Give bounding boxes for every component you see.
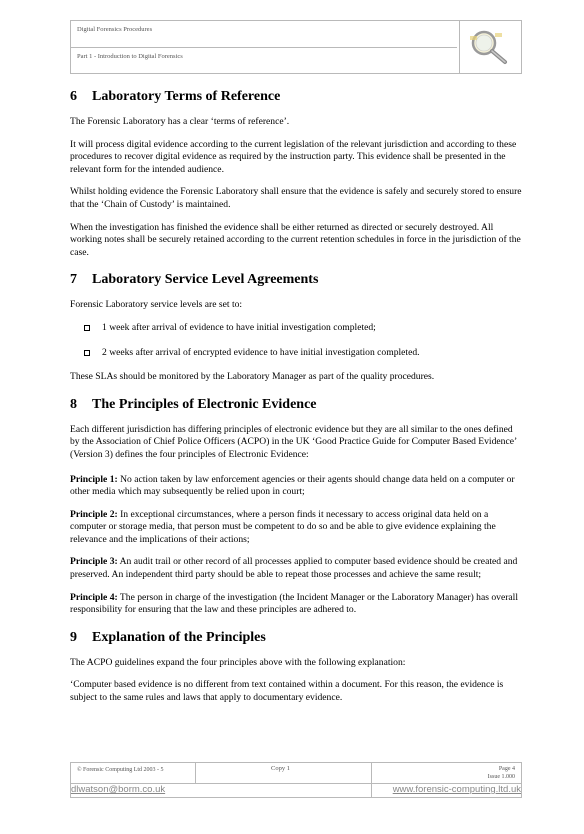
section-heading-6	[70, 88, 522, 106]
checkbox-bullet-icon	[84, 350, 90, 356]
issue-number: Issue 1.000	[487, 774, 515, 780]
principle-label: Principle 2:	[70, 508, 118, 520]
section-title: Laboratory Terms of Reference	[92, 89, 281, 104]
paragraph: It will process digital evidence according to the current legislation of the relevant jurisdiction and according to these procedures to recover digital evidence as required by the instruction party. This evidence shall be presented in the relevant form for the intended audience.	[70, 138, 517, 175]
principle-paragraph	[70, 556, 522, 581]
footer-divider	[371, 763, 372, 783]
copyright-text: © Forensic Computing Ltd 2003 - 5	[77, 767, 164, 773]
paragraph: Forensic Laboratory service levels are set to:	[70, 299, 243, 311]
magnifier-logo-icon	[467, 27, 513, 67]
document-title: Digital Forensics Procedures	[77, 26, 153, 33]
principle-label: Principle 3:	[70, 556, 118, 568]
section-heading-7	[70, 271, 522, 289]
footer-divider	[195, 763, 196, 783]
paragraph: When the investigation has finished the evidence shall be either returned as directed or securely destroyed. All working notes shall be securely retained according to the current retention schedules in force in the jurisdiction of the case.	[70, 221, 521, 258]
email-link[interactable]: dlwatson@borm.co.uk	[71, 784, 166, 795]
page-footer	[70, 762, 522, 784]
list-item	[70, 322, 522, 335]
footer-divider	[371, 784, 372, 797]
page-header	[70, 20, 522, 74]
header-divider	[71, 47, 457, 48]
principle-paragraph	[70, 474, 522, 499]
section-heading-8	[70, 396, 522, 414]
copy-number: Copy 1	[271, 765, 290, 772]
paragraph: The ACPO guidelines expand the four principles above with the following explanation:	[70, 656, 406, 668]
principle-label: Principle 4:	[70, 591, 118, 603]
document-body	[70, 86, 522, 705]
footer-links	[70, 784, 522, 798]
section-number: 8	[70, 396, 77, 412]
principle-text: An audit trail or other record of all processes applied to computer based evidence should be created and preserved. An independent third party should be able to repeat those processes and achieve the same result;	[70, 556, 518, 581]
paragraph: These SLAs should be monitored by the Laboratory Manager as part of the quality procedures.	[70, 371, 435, 383]
section-title: The Principles of Electronic Evidence	[92, 396, 317, 412]
principle-text: No action taken by law enforcement agencies or their agents should change data held on a computer or other media which may subsequently be relied upon in court;	[70, 473, 515, 498]
page-number: Page 4	[498, 766, 515, 772]
list-item	[70, 347, 522, 360]
principle-paragraph	[70, 509, 522, 547]
section-number: 6	[70, 89, 77, 104]
section-number: 9	[70, 629, 77, 645]
paragraph: Each different jurisdiction has differing principles of electronic evidence but they are all similar to the ones defined by the Association of Chief Police Officers (ACPO) in the UK ‘Good Practice Guide for Computer Based Evidence’ (Version 3) defines the four principles of Electronic Evidence:	[70, 423, 517, 460]
document-part: Part 1 - Introduction to Digital Forensics	[77, 53, 183, 60]
principle-text: The person in charge of the investigation (the Incident Manager or the Laboratory Manager) has overall responsibility for ensuring that the law and these principles are adhered to.	[70, 591, 519, 616]
website-link[interactable]: www.forensic-computing.ltd.uk	[392, 784, 521, 795]
page-info	[488, 765, 515, 781]
paragraph: Whilst holding evidence the Forensic Laboratory shall ensure that the evidence is safely and securely stored to ensure that the ‘Chain of Custody’ is maintained.	[70, 186, 522, 210]
sla-list	[70, 322, 522, 359]
header-divider	[459, 21, 460, 73]
checkbox-bullet-icon	[84, 325, 90, 331]
section-number: 7	[70, 272, 77, 288]
paragraph: ‘Computer based evidence is no different from text contained within a document. For this reason, the evidence is subject to the same rules and laws that apply to documentary evidence.	[70, 679, 504, 704]
section-heading-9	[70, 629, 522, 647]
principle-paragraph	[70, 592, 522, 617]
paragraph: The Forensic Laboratory has a clear ‘terms of reference’.	[70, 116, 290, 127]
section-title: Explanation of the Principles	[92, 629, 266, 645]
list-item-text: 1 week after arrival of evidence to have initial investigation completed;	[102, 321, 376, 333]
principle-text: In exceptional circumstances, where a person finds it necessary to access original data held on a computer or storage media, that person must be competent to do so and be able to give evidence explaining the relevance and the implications of their actions;	[70, 508, 496, 545]
section-title: Laboratory Service Level Agreements	[92, 272, 319, 288]
list-item-text: 2 weeks after arrival of encrypted evidence to have initial investigation completed.	[102, 346, 420, 358]
principle-label: Principle 1:	[70, 473, 118, 485]
